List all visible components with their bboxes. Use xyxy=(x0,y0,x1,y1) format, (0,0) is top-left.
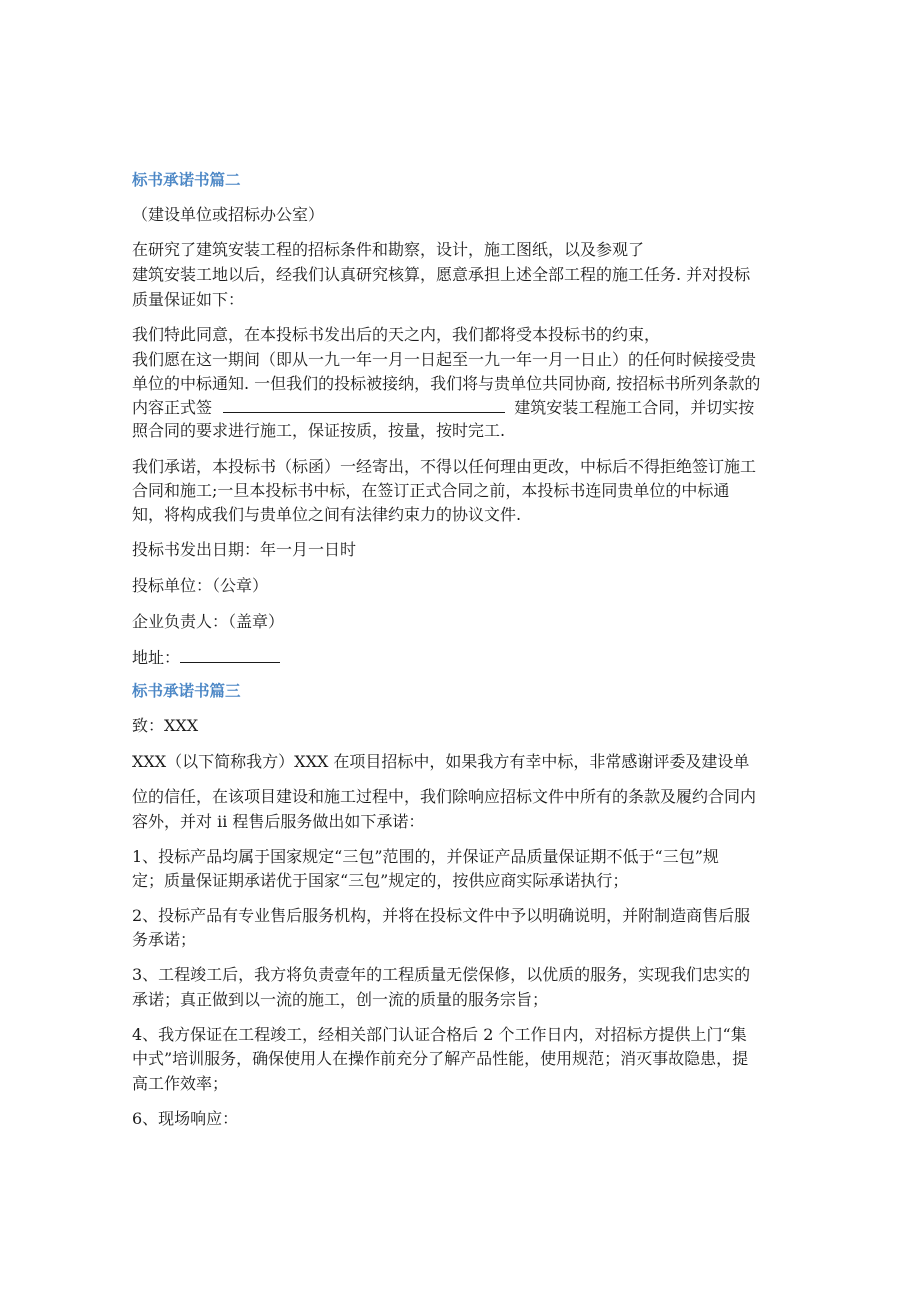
leader-line: 企业负责人：（盖章） xyxy=(132,612,285,631)
contract-name-blank xyxy=(223,397,505,413)
address-label: 地址： xyxy=(132,648,181,667)
section3-intro-line2: 位的信任，在该项目建设和施工过程中，我们除响应招标文件中所有的条款及履约合同内 xyxy=(132,787,757,806)
section3-to-line: 致：XXX xyxy=(132,716,199,735)
section2-p3-line2: 合同和施工;一旦本投标书中标，在签订正式合同之前，本投标书连同贵单位的中标通 xyxy=(132,481,730,500)
bid-unit-line: 投标单位：（公章） xyxy=(132,576,269,595)
section2-p2-line1: 我们特此同意，在本投标书发出后的天之内，我们都将受本投标书的约束， xyxy=(132,325,661,344)
section2-heading: 标书承诺书篇二 xyxy=(132,171,241,189)
section2-p3-line1: 我们承诺，本投标书（标函）一经寄出，不得以任何理由更改，中标后不得拒绝签订施工 xyxy=(132,457,757,476)
address-blank xyxy=(180,647,280,663)
item2-line2: 务承诺； xyxy=(132,930,197,949)
item4-line2: 中式”培训服务，确保使用人在操作前充分了解产品性能，使用规范；消灭事故隐患，提 xyxy=(132,1049,749,1068)
item3-line1: 3、工程竣工后，我方将负责壹年的工程质量无偿保修，以优质的服务，实现我们忠实的 xyxy=(132,965,751,984)
section2-p1-line3: 质量保证如下： xyxy=(132,290,245,309)
section2-p2-line4 xyxy=(132,397,754,418)
section2-addressee: （建设单位或招标办公室） xyxy=(132,205,325,224)
item1-line2: 定；质量保证期承诺优于国家“三包”规定的，按供应商实际承诺执行； xyxy=(132,871,629,890)
section2-p2-line2: 我们愿在这一期间（即从一九一年一月一日起至一九一年一月一日止）的任何时候接受贵 xyxy=(132,350,757,369)
item4-line1: 4、我方保证在工程竣工，经相关部门认证合格后 2 个工作日内，对招标方提供上门“集 xyxy=(132,1025,747,1044)
item1-line1: 1、投标产品均属于国家规定“三包”范围的，并保证产品质量保证期不低于“三包”规 xyxy=(132,847,719,866)
section3-heading: 标书承诺书篇三 xyxy=(132,682,241,700)
section2-p1-line2: 建筑安装工地以后，经我们认真研究核算，愿意承担上述全部工程的施工任务. 并对投标 xyxy=(132,265,751,284)
section2-p1-line1: 在研究了建筑安装工程的招标条件和勘察，设计，施工图纸，以及参观了 xyxy=(132,240,645,259)
section3-intro-line1: XXX（以下简称我方）XXX 在项目招标中，如果我方有幸中标，非常感谢评委及建设单 xyxy=(132,752,750,771)
section3-intro-line3: 容外，并对 ii 程售后服务做出如下承诺： xyxy=(132,812,425,831)
item4-line3: 高工作效率； xyxy=(132,1074,229,1093)
section2-p2-line3: 单位的中标通知. 一但我们的投标被接纳，我们将与贵单位共同协商, 按招标书所列条款的 xyxy=(132,374,761,393)
contract-sign-prefix: 内容正式签 xyxy=(132,398,213,417)
item6-line: 6、现场响应： xyxy=(132,1109,239,1128)
contract-sign-suffix: 建筑安装工程施工合同，并切实按 xyxy=(514,398,755,417)
item3-line2: 承诺；真正做到以一流的施工，创一流的质量的服务宗旨； xyxy=(132,990,549,1009)
item2-line1: 2、投标产品有专业售后服务机构，并将在投标文件中予以明确说明，并附制造商售后服 xyxy=(132,906,751,925)
bid-date-line: 投标书发出日期：年一月一日时 xyxy=(132,540,357,559)
section2-p2-line5: 照合同的要求进行施工，保证按质，按量，按时完工. xyxy=(132,421,506,440)
section2-p3-line3: 知，将构成我们与贵单位之间有法律约束力的协议文件. xyxy=(132,505,522,524)
address-line xyxy=(132,647,280,668)
